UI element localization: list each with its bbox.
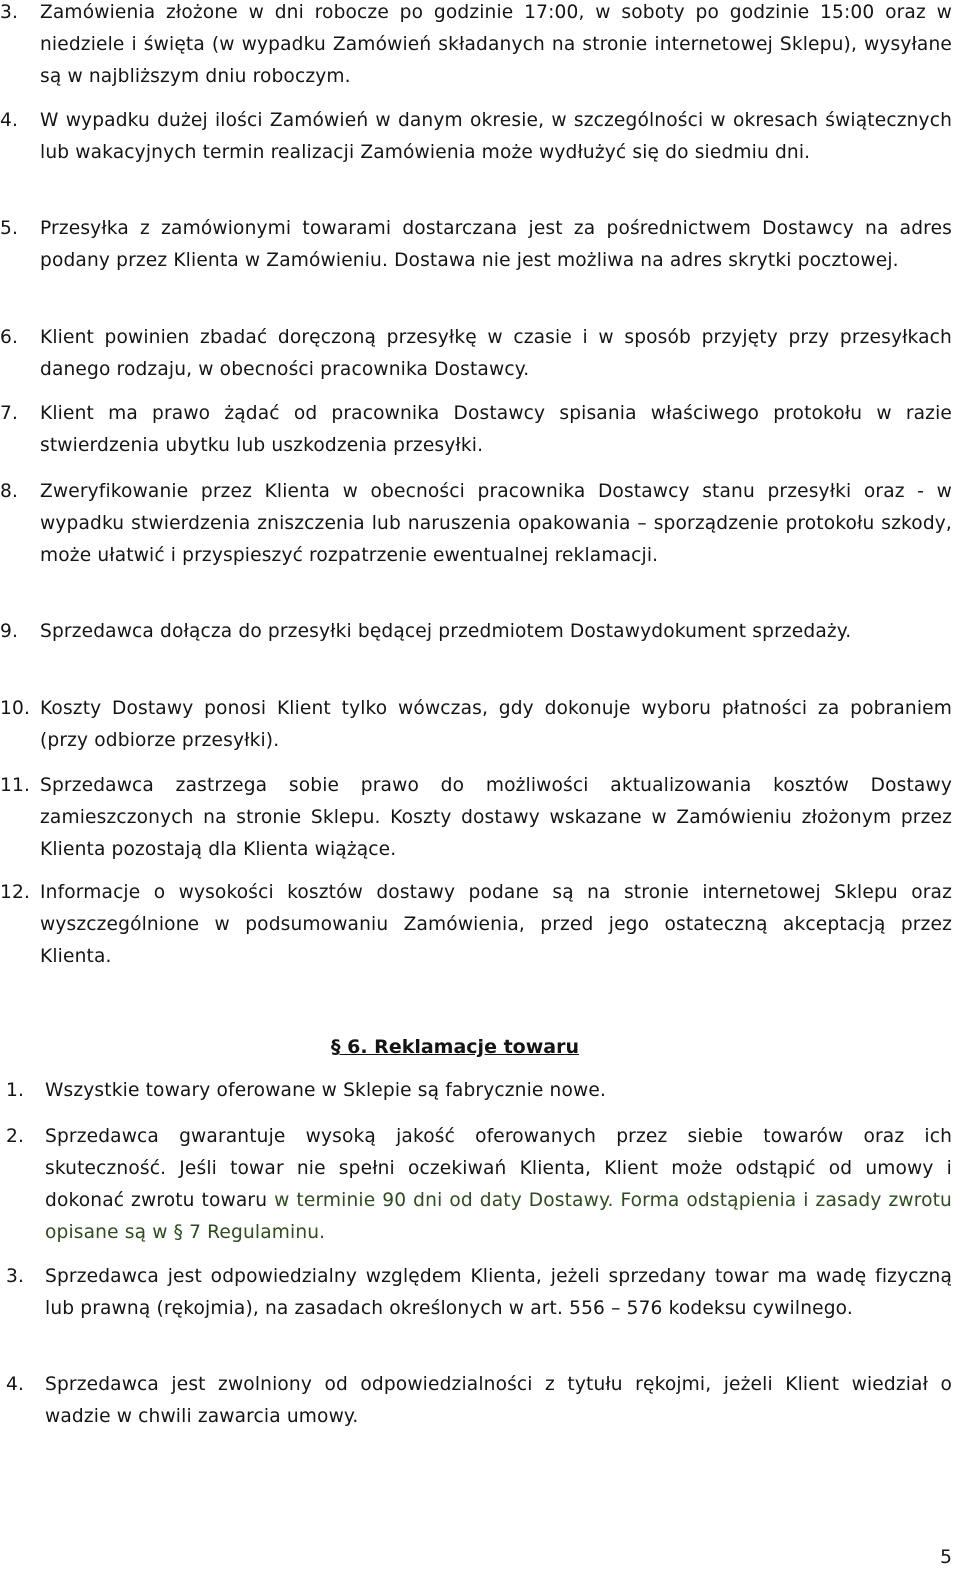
item-number: 4. <box>6 1374 25 1395</box>
item-text-highlight: w terminie 90 dni od daty Dostawy. Forma odstąpienia i zasady zwrotu opisane są w § 7 Regulaminu. <box>45 1190 952 1243</box>
item-number: 11. <box>0 775 31 796</box>
list-item <box>0 398 952 462</box>
item-text: Informacje o wysokości kosztów dostawy podane są na stronie internetowej Sklepu oraz wyszczególnione w podsumowaniu Zamówienia, przed jego ostateczną akceptacją przez Klienta. <box>40 882 952 967</box>
section-heading: § 6. Reklamacje towaru <box>331 1036 579 1058</box>
list-item <box>0 476 952 572</box>
list-item <box>0 693 952 757</box>
item-text: Koszty Dostawy ponosi Klient tylko wówczas, gdy dokonuje wyboru płatności za pobraniem (przy odbiorze przesyłki). <box>40 698 952 751</box>
item-text: W wypadku dużej ilości Zamówień w danym okresie, w szczególności w okresach świątecznych lub wakacyjnych termin realizacji Zamówienia może wydłużyć się do siedmiu dni. <box>40 110 952 163</box>
item-text: Wszystkie towary oferowane w Sklepie są fabrycznie nowe. <box>45 1080 607 1101</box>
item-number: 9. <box>0 621 19 642</box>
item-number: 3. <box>0 2 19 23</box>
item-text: Sprzedawca jest odpowiedzialny względem Klienta, jeżeli sprzedany towar ma wadę fizyczną lub prawną (rękojmia), na zasadach określonych w art. 556 – 576 kodeksu cywilnego. <box>45 1266 952 1319</box>
list-item <box>0 1369 952 1433</box>
list-item <box>0 213 952 277</box>
item-text: Sprzedawca zastrzega sobie prawo do możliwości aktualizowania kosztów Dostawy zamieszczonych na stronie Sklepu. Koszty dostawy wskazane w Zamówieniu złożonym przez Klienta pozostają dla Klienta wiążące. <box>40 775 952 860</box>
item-text: Klient ma prawo żądać od pracownika Dostawcy spisania właściwego protokołu w razie stwierdzenia ubytku lub uszkodzenia przesyłki. <box>40 403 952 456</box>
item-text: Zweryfikowanie przez Klienta w obecności pracownika Dostawcy stanu przesyłki oraz - w wypadku stwierdzenia zniszczenia lub naruszenia opakowania – sporządzenie protokołu szkody, może ułatwić i przyspieszyć rozpatrzenie ewentualnej reklamacji. <box>40 481 952 566</box>
item-number: 4. <box>0 110 19 131</box>
item-number: 6. <box>0 327 19 348</box>
item-text: Przesyłka z zamówionymi towarami dostarczana jest za pośrednictwem Dostawcy na adres podany przez Klienta w Zamówieniu. Dostawa nie jest możliwa na adres skrytki pocztowej. <box>40 218 952 271</box>
page-number: 5 <box>940 1547 952 1568</box>
item-number: 5. <box>0 218 19 239</box>
item-text <box>45 1121 952 1249</box>
item-number: 3. <box>6 1266 25 1287</box>
item-number: 8. <box>0 481 19 502</box>
list-item <box>0 877 952 973</box>
item-number: 12. <box>0 882 31 903</box>
list-item <box>0 105 952 169</box>
item-number: 1. <box>6 1080 25 1101</box>
list-item <box>0 1261 952 1325</box>
item-text: Sprzedawca dołącza do przesyłki będącej przedmiotem Dostawydokument sprzedaży. <box>40 621 852 642</box>
item-text-part: Sprzedawca gwarantuje wysoką jakość oferowanych przez siebie towarów oraz ich skuteczność. Jeśli towar nie spełni oczekiwań Klienta, Klient może odstąpić od umowy i dokonać zwrotu towaru <box>45 1126 952 1211</box>
list-item <box>0 770 952 866</box>
item-text: Sprzedawca jest zwolniony od odpowiedzialności z tytułu rękojmi, jeżeli Klient wiedział o wadzie w chwili zawarcia umowy. <box>45 1374 952 1427</box>
list-item <box>0 1121 952 1249</box>
item-number: 2. <box>6 1126 25 1147</box>
item-text: Zamówienia złożone w dni robocze po godzinie 17:00, w soboty po godzinie 15:00 oraz w niedziele i święta (w wypadku Zamówień składanych na stronie internetowej Sklepu), wysyłane są w najbliższym dniu roboczym. <box>40 2 952 87</box>
item-number: 10. <box>0 698 31 719</box>
item-number: 7. <box>0 403 19 424</box>
list-item <box>0 322 952 386</box>
list-item <box>0 0 952 93</box>
list-item <box>0 1075 952 1107</box>
list-item <box>0 616 952 648</box>
item-text: Klient powinien zbadać doręczoną przesyłkę w czasie i w sposób przyjęty przy przesyłkach danego rodzaju, w obecności pracownika Dostawcy. <box>40 327 952 380</box>
